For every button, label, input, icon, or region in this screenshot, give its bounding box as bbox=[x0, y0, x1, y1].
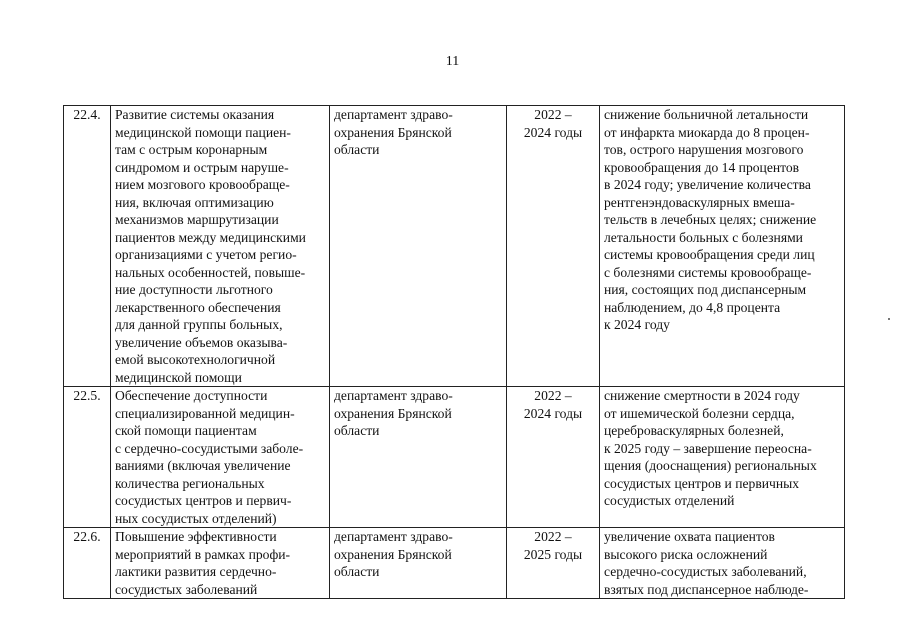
result-line: кровообращения до 14 процентов bbox=[604, 159, 800, 175]
result-line: от инфаркта миокарда до 8 процен- bbox=[604, 124, 810, 140]
measure-line: медицинской помощи пациен- bbox=[115, 124, 291, 140]
executor-line: охранения Брянской bbox=[334, 124, 452, 140]
measure-line: механизмов маршрутизации bbox=[115, 212, 279, 227]
period-line: 2024 годы bbox=[523, 124, 583, 140]
measure-line: нальных особенностей, повыше- bbox=[115, 264, 306, 280]
page-number: 11 bbox=[445, 54, 460, 69]
result-line: взятых под диспансерное наблюде- bbox=[604, 581, 809, 597]
result-line: ния, состоящих под диспансерным bbox=[604, 282, 807, 297]
scan-speck bbox=[888, 318, 890, 320]
row-number: 22.4. bbox=[73, 107, 101, 122]
table-row bbox=[64, 106, 845, 387]
result-line: тельств в лечебных целях; снижение bbox=[604, 212, 817, 227]
result-line: в 2024 году; увеличение количества bbox=[604, 177, 811, 192]
table-row bbox=[64, 387, 845, 528]
result-line: сосудистых центров и первичных bbox=[604, 475, 800, 491]
measure-line: Обеспечение доступности bbox=[115, 388, 268, 403]
result-line: щения (дооснащения) региональных bbox=[604, 458, 817, 473]
row-number-cell bbox=[64, 528, 111, 599]
executor-cell bbox=[330, 106, 507, 387]
measure-line: медицинской помощи bbox=[115, 369, 242, 385]
executor-line: департамент здраво- bbox=[334, 107, 453, 122]
result-line: к 2024 году bbox=[604, 317, 670, 332]
period-line: 2022 – bbox=[534, 107, 572, 122]
measure-line: организациями с учетом регио- bbox=[115, 247, 297, 262]
result-line: к 2025 году – завершение переосна- bbox=[604, 440, 812, 456]
measures-table-body bbox=[64, 106, 845, 599]
measure-line: Развитие системы оказания bbox=[115, 107, 275, 122]
measure-line: сосудистых заболеваний bbox=[115, 581, 258, 597]
result-line: снижение больничной летальности bbox=[604, 107, 809, 122]
result-line: системы кровообращения среди лиц bbox=[604, 247, 815, 262]
measure-line: Повышение эффективности bbox=[115, 529, 277, 544]
result-line: рентгенэндоваскулярных вмеша- bbox=[604, 194, 795, 210]
measure-line: лактики развития сердечно- bbox=[115, 564, 277, 579]
result-line: от ишемической болезни сердца, bbox=[604, 405, 795, 421]
result-line: сосудистых отделений bbox=[604, 493, 735, 508]
measure-line: нием мозгового кровообраще- bbox=[115, 177, 290, 192]
period-cell bbox=[507, 387, 600, 528]
row-number: 22.5. bbox=[73, 388, 101, 403]
measure-line: емой высокотехнологичной bbox=[115, 352, 276, 367]
table-row bbox=[64, 528, 845, 599]
row-number-cell bbox=[64, 387, 111, 528]
period-cell bbox=[507, 106, 600, 387]
period-line: 2022 – bbox=[534, 529, 572, 544]
period-line: 2024 годы bbox=[523, 405, 583, 421]
result-line: с болезнями системы кровообраще- bbox=[604, 264, 812, 280]
row-number: 22.6. bbox=[73, 529, 101, 544]
result-line: летальности больных с болезнями bbox=[604, 229, 803, 245]
measure-line: пациентов между медицинскими bbox=[115, 229, 306, 245]
measure-line: ваниями (включая увеличение bbox=[115, 458, 291, 473]
executor-cell bbox=[330, 528, 507, 599]
measure-line: для данной группы больных, bbox=[115, 317, 283, 332]
measure-line: там с острым коронарным bbox=[115, 142, 268, 157]
executor-cell bbox=[330, 387, 507, 528]
result-cell bbox=[600, 387, 845, 528]
measure-line: увеличение объемов оказыва- bbox=[115, 334, 288, 350]
measure-line: мероприятий в рамках профи- bbox=[115, 546, 291, 562]
row-number-cell bbox=[64, 106, 111, 387]
executor-line: департамент здраво- bbox=[334, 529, 453, 544]
measure-line: с сердечно-сосудистыми заболе- bbox=[115, 440, 304, 456]
measure-line: ние доступности льготного bbox=[115, 282, 273, 297]
executor-line: области bbox=[334, 564, 380, 579]
result-line: увеличение охвата пациентов bbox=[604, 529, 775, 544]
measure-cell bbox=[111, 387, 330, 528]
result-cell bbox=[600, 106, 845, 387]
result-line: тов, острого нарушения мозгового bbox=[604, 142, 804, 157]
measure-line: ской помощи пациентам bbox=[115, 423, 257, 438]
result-line: снижение смертности в 2024 году bbox=[604, 388, 800, 403]
measure-cell bbox=[111, 528, 330, 599]
result-line: сердечно-сосудистых заболеваний, bbox=[604, 564, 807, 579]
measure-line: ния, включая оптимизацию bbox=[115, 194, 274, 210]
result-line: наблюдением, до 4,8 процента bbox=[604, 299, 781, 315]
executor-line: области bbox=[334, 423, 380, 438]
measure-line: синдромом и острым наруше- bbox=[115, 159, 289, 175]
measure-line: специализированной медицин- bbox=[115, 405, 295, 421]
measure-line: лекарственного обеспечения bbox=[115, 299, 281, 315]
executor-line: области bbox=[334, 142, 380, 157]
executor-line: охранения Брянской bbox=[334, 546, 452, 562]
measure-line: количества региональных bbox=[115, 475, 265, 491]
period-line: 2022 – bbox=[534, 388, 572, 403]
measure-line: сосудистых центров и первич- bbox=[115, 493, 292, 508]
result-line: цереброваскулярных болезней, bbox=[604, 423, 784, 438]
executor-line: охранения Брянской bbox=[334, 405, 452, 421]
period-line: 2025 годы bbox=[523, 546, 583, 562]
result-line: высокого риска осложнений bbox=[604, 546, 768, 562]
measure-line: ных сосудистых отделений) bbox=[115, 510, 277, 526]
result-cell bbox=[600, 528, 845, 599]
measures-table bbox=[63, 105, 845, 599]
executor-line: департамент здраво- bbox=[334, 388, 453, 403]
measure-cell bbox=[111, 106, 330, 387]
period-cell bbox=[507, 528, 600, 599]
